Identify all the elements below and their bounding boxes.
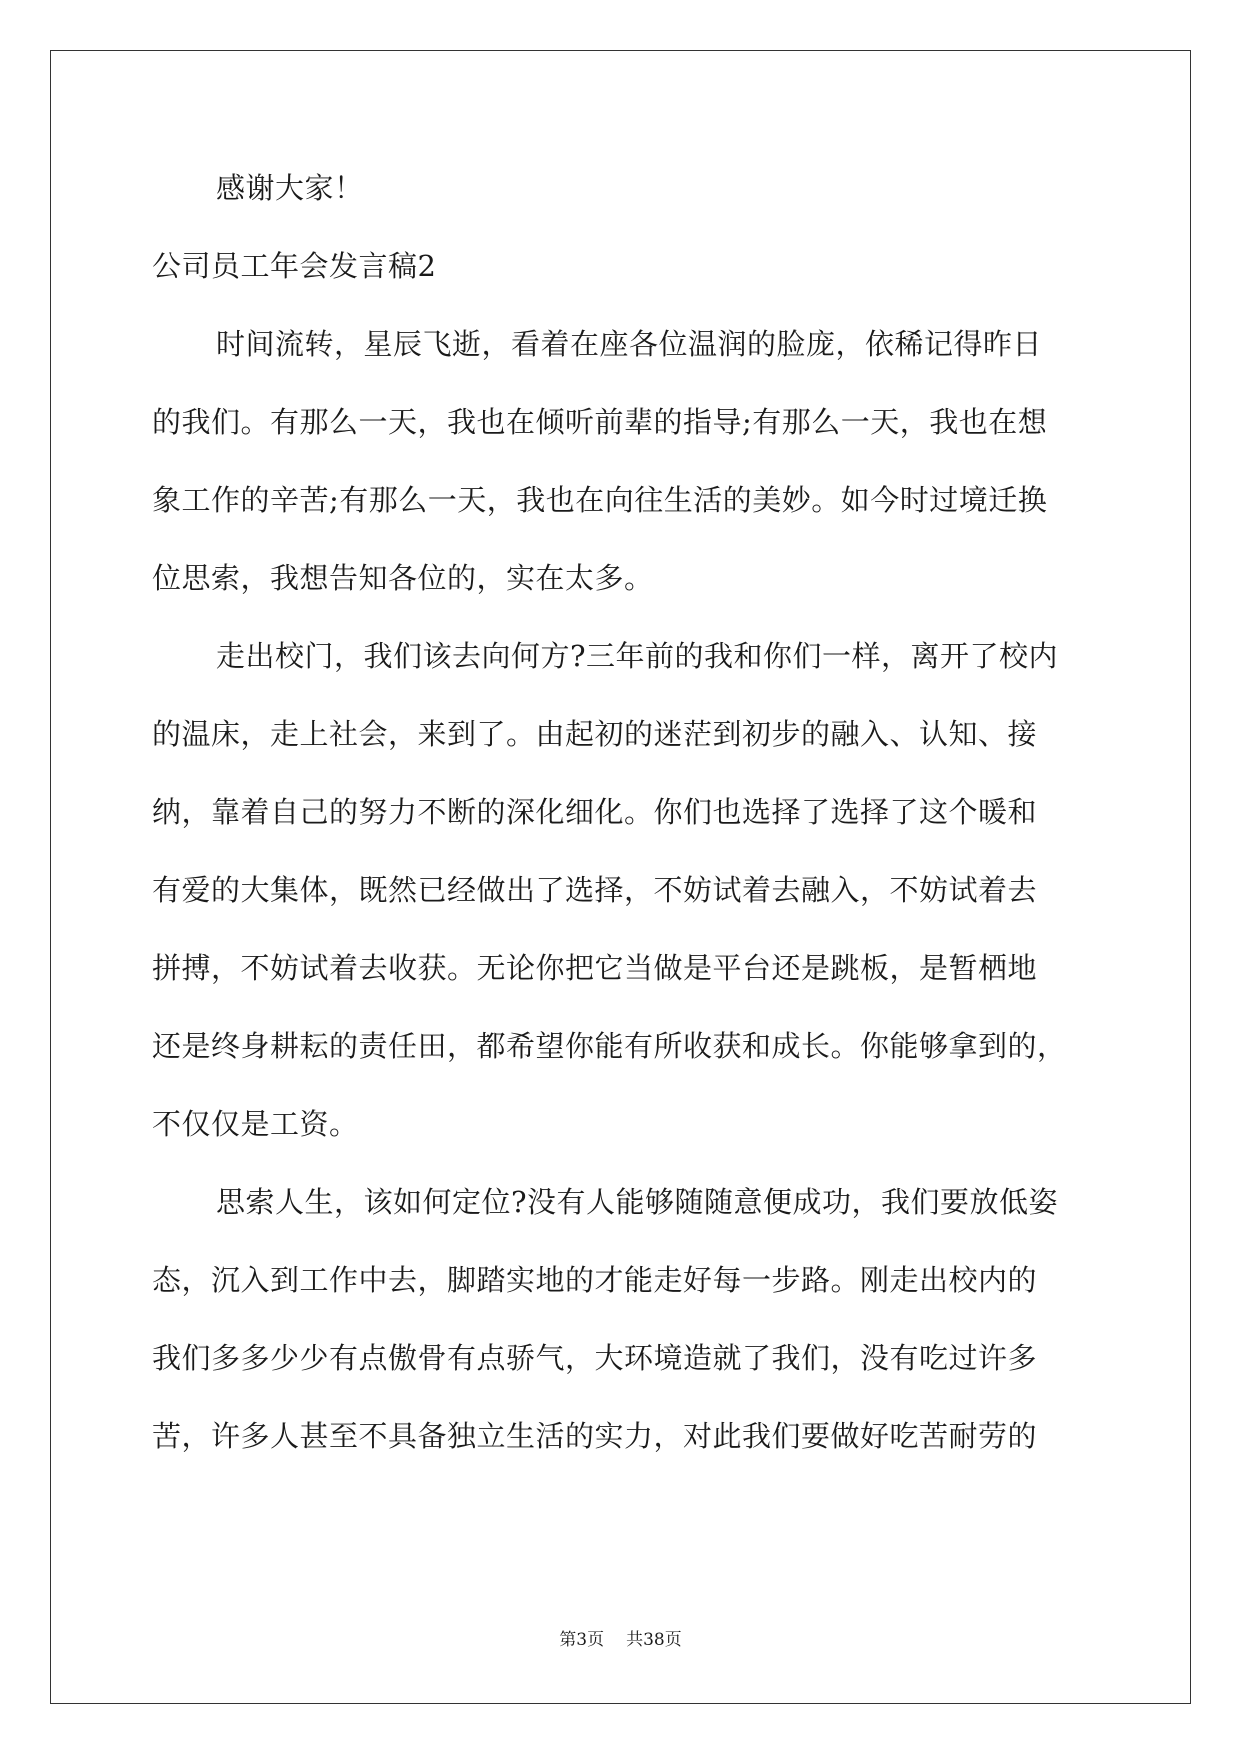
paragraph-3-line-2: 态，沉入到工作中去，脚踏实地的才能走好每一步路。刚走出校内的 <box>152 1263 1038 1297</box>
paragraph-2-line-7: 不仅仅是工资。 <box>152 1107 359 1141</box>
closing-line: 感谢大家！ <box>216 171 364 205</box>
paragraph-1-line-3: 象工作的辛苦;有那么一天，我也在向往生活的美妙。如今时过境迁换 <box>152 483 1048 517</box>
paragraph-2-line-6: 还是终身耕耘的责任田，都希望你能有所收获和成长。你能够拿到的， <box>152 1029 1067 1063</box>
page-footer <box>0 1628 1241 1652</box>
paragraph-3-line-3: 我们多多少少有点傲骨有点骄气，大环境造就了我们，没有吃过许多 <box>152 1341 1038 1375</box>
paragraph-2-line-2: 的温床，走上社会，来到了。由起初的迷茫到初步的融入、认知、接 <box>152 717 1038 751</box>
paragraph-3-line-1: 思索人生，该如何定位?没有人能够随随意便成功，我们要放低姿 <box>216 1185 1059 1219</box>
paragraph-1-line-1: 时间流转，星辰飞逝，看着在座各位温润的脸庞，依稀记得昨日 <box>216 327 1043 361</box>
paragraph-1-line-4: 位思索，我想告知各位的，实在太多。 <box>152 561 654 595</box>
total-pages: 共38页 <box>626 1630 682 1650</box>
section-heading: 公司员工年会发言稿2 <box>152 249 437 283</box>
paragraph-2-line-3: 纳，靠着自己的努力不断的深化细化。你们也选择了选择了这个暖和 <box>152 795 1038 829</box>
paragraph-2-line-4: 有爱的大集体，既然已经做出了选择，不妨试着去融入，不妨试着去 <box>152 873 1038 907</box>
paragraph-3-line-4: 苦，许多人甚至不具备独立生活的实力，对此我们要做好吃苦耐劳的 <box>152 1419 1038 1453</box>
paragraph-2-line-1: 走出校门，我们该去向何方?三年前的我和你们一样，离开了校内 <box>216 639 1059 673</box>
paragraph-1-line-2: 的我们。有那么一天，我也在倾听前辈的指导;有那么一天，我也在想 <box>152 405 1048 439</box>
page-number: 第3页 <box>559 1630 605 1650</box>
paragraph-2-line-5: 拼搏，不妨试着去收获。无论你把它当做是平台还是跳板，是暂栖地 <box>152 951 1038 985</box>
